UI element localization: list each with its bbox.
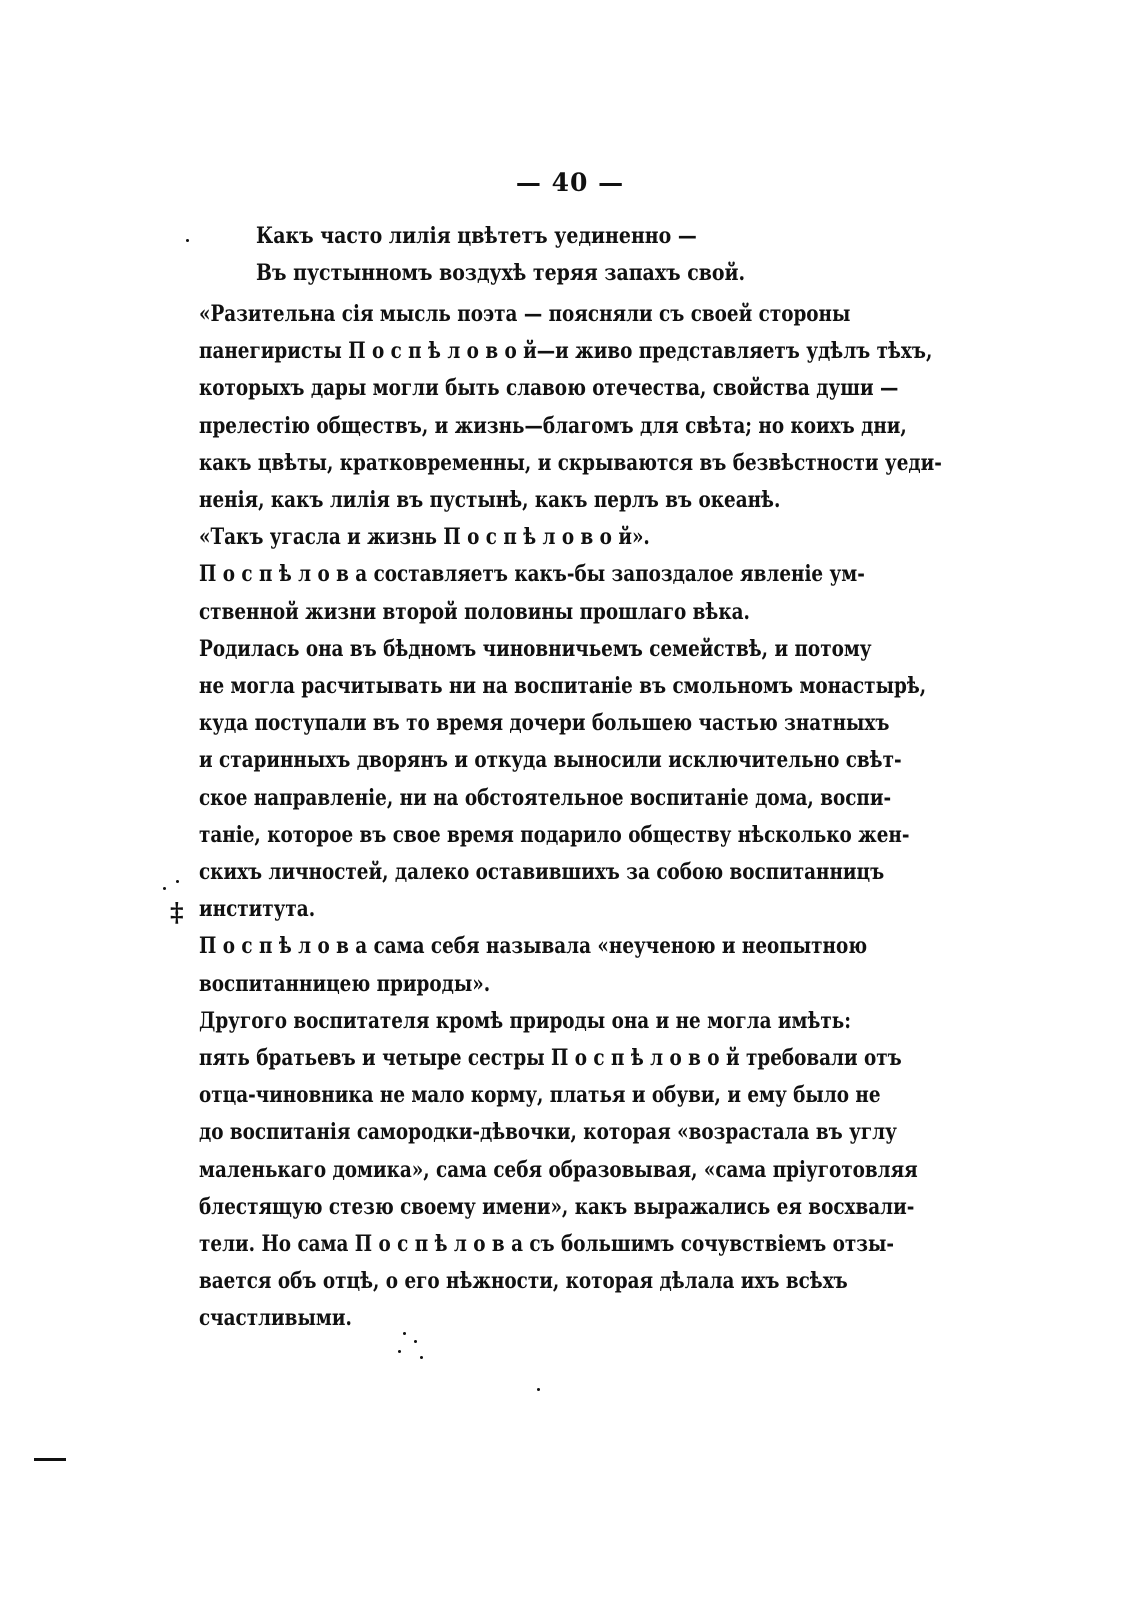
- page-number: — 40 —: [515, 168, 625, 197]
- text-line: и старинныхъ дворянъ и откуда выносили исключительно свѣт-: [199, 747, 902, 774]
- verse-quote: [256, 218, 956, 292]
- verse-line: Какъ часто лилія цвѣтетъ уединенно —: [256, 223, 697, 249]
- text-line: блестящую стезю своему имени», какъ выражались ея восхвали-: [199, 1193, 915, 1220]
- text-line: куда поступали въ то время дочери большею частью знатныхъ: [199, 710, 890, 737]
- text-line: воспитанницею природы».: [199, 970, 491, 997]
- text-line: института.: [199, 896, 316, 923]
- scan-speck: [186, 239, 189, 242]
- scan-speck: [403, 1332, 406, 1335]
- text-line: ственной жизни второй половины прошлаго вѣка.: [199, 598, 750, 625]
- bottom-rule: [34, 1458, 66, 1461]
- text-line: вается объ отцѣ, о его нѣжности, которая дѣлала ихъ всѣхъ: [199, 1268, 848, 1295]
- text-line: «Разительна сія мысль поэта — поясняли съ своей стороны: [199, 301, 851, 327]
- verse-line: Въ пустынномъ воздухѣ теряя запахъ свой.: [256, 260, 746, 286]
- text-line: маленькаго домика», сама себя образовывая, «сама пріуготовляя: [199, 1156, 918, 1183]
- scan-speck: [176, 880, 179, 883]
- text-line: ское направленіе, ни на обстоятельное воспитаніе дома, воспи-: [199, 784, 892, 811]
- text-line: счастливыми.: [199, 1305, 352, 1332]
- text-line: тели. Но сама П о с п ѣ л о в а съ большимъ сочувствіемъ отзы-: [199, 1231, 895, 1258]
- text-line: пять братьевъ и четыре сестры П о с п ѣ л о в о й требовали отъ: [199, 1045, 902, 1072]
- text-line: таніе, которое въ свое время подарило обществу нѣсколько жен-: [199, 821, 910, 848]
- text-line: какъ цвѣты, кратковременны, и скрываются въ безвѣстности уеди-: [199, 449, 942, 476]
- scan-speck: [398, 1350, 401, 1353]
- body-text: [199, 296, 945, 1338]
- scan-speck: [163, 887, 166, 890]
- text-line: ненія, какъ лилія въ пустынѣ, какъ перлъ въ океанѣ.: [199, 487, 781, 514]
- text-line: отца-чиновника не мало корму, платья и обуви, и ему было не: [199, 1082, 881, 1109]
- text-line: П о с п ѣ л о в а составляетъ какъ-бы запоздалое явленіе ум-: [199, 561, 865, 588]
- text-line: до воспитанія самородки-дѣвочки, которая «возрастала въ углу: [199, 1119, 897, 1146]
- scan-speck: [537, 1388, 540, 1391]
- text-line: панегиристы П о с п ѣ л о в о й—и живо представляетъ удѣлъ тѣхъ,: [199, 338, 933, 365]
- text-line: прелестію обществъ, и жизнь—благомъ для свѣта; но коихъ дни,: [199, 412, 907, 439]
- text-line: не могла расчитывать ни на воспитаніе въ смольномъ монастырѣ,: [199, 673, 927, 700]
- margin-ink-blot: ‡: [170, 898, 184, 928]
- text-line: «Такъ угасла и жизнь П о с п ѣ л о в о й».: [199, 524, 650, 551]
- text-line: Родилась она въ бѣдномъ чиновничьемъ семействѣ, и потому: [199, 635, 872, 662]
- text-line: скихъ личностей, далеко оставившихъ за собою воспитанницъ: [199, 859, 885, 886]
- scan-speck: [420, 1356, 423, 1359]
- text-line: П о с п ѣ л о в а сама себя называла «неученою и неопытною: [199, 933, 868, 960]
- scan-speck: [414, 1340, 417, 1343]
- text-line: Другого воспитателя кромѣ природы она и не могла имѣть:: [199, 1007, 851, 1034]
- text-line: которыхъ дары могли быть славою отечества, свойства души —: [199, 375, 899, 402]
